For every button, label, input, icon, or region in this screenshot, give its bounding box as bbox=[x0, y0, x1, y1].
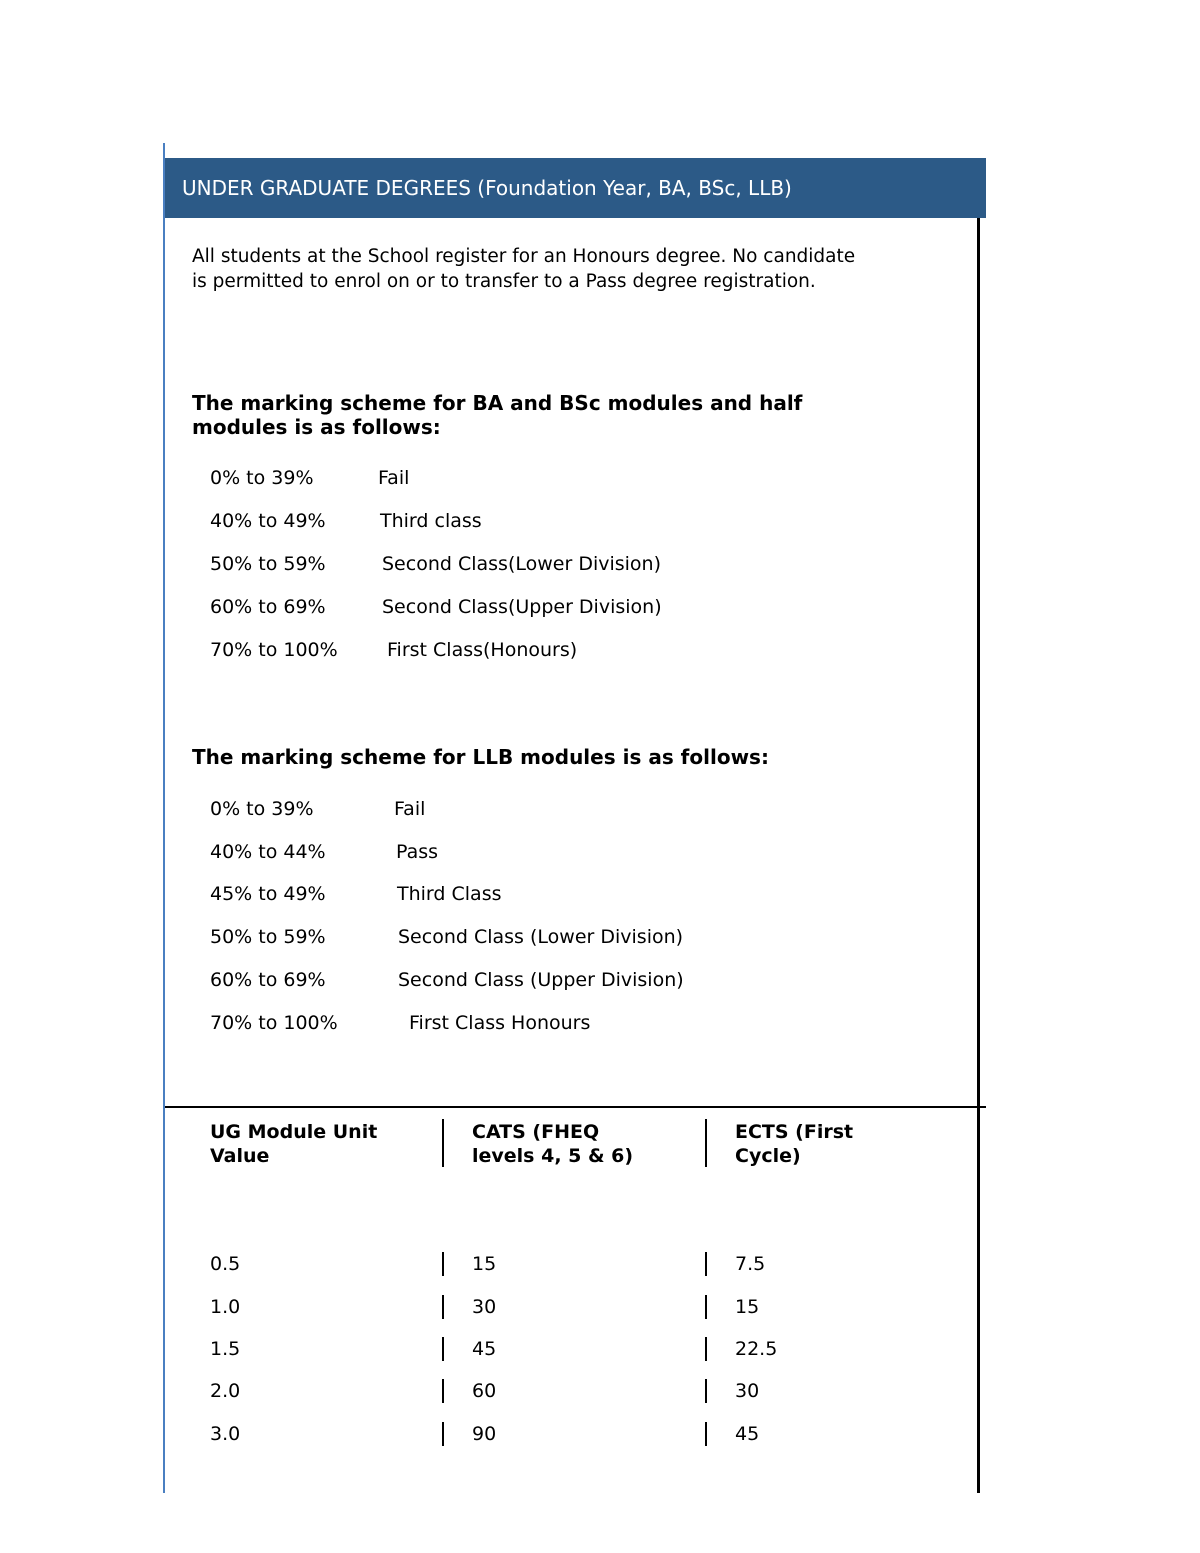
column-divider bbox=[442, 1422, 444, 1446]
mark-range: 50% to 59% bbox=[210, 926, 326, 948]
column-divider bbox=[705, 1252, 707, 1276]
classification: Second Class (Lower Division) bbox=[398, 926, 684, 948]
ects-cell: 30 bbox=[735, 1380, 760, 1402]
mark-range: 40% to 49% bbox=[210, 510, 326, 532]
mark-range: 40% to 44% bbox=[210, 841, 326, 863]
llb-heading: The marking scheme for LLB modules is as follows: bbox=[192, 745, 769, 769]
ects-cell: 7.5 bbox=[735, 1253, 766, 1275]
column-divider bbox=[442, 1295, 444, 1319]
ug-unit-cell: 1.0 bbox=[210, 1296, 241, 1318]
ug-unit-cell: 0.5 bbox=[210, 1253, 241, 1275]
mark-range: 45% to 49% bbox=[210, 883, 326, 905]
ug-unit-cell: 1.5 bbox=[210, 1338, 241, 1360]
mark-range: 0% to 39% bbox=[210, 467, 314, 489]
classification: First Class(Honours) bbox=[387, 639, 578, 661]
ba-bsc-heading: The marking scheme for BA and BSc modules and half modules is as follows: bbox=[192, 391, 803, 439]
column-divider bbox=[705, 1295, 707, 1319]
classification: Second Class(Upper Division) bbox=[382, 596, 662, 618]
table-header-cats: CATS (FHEQ levels 4, 5 & 6) bbox=[472, 1121, 634, 1167]
classification: Pass bbox=[396, 841, 439, 863]
column-divider bbox=[705, 1379, 707, 1403]
column-divider bbox=[705, 1119, 707, 1167]
cats-cell: 45 bbox=[472, 1338, 497, 1360]
classification: First Class Honours bbox=[409, 1012, 591, 1034]
ects-cell: 15 bbox=[735, 1296, 760, 1318]
table-header-ects: ECTS (First Cycle) bbox=[735, 1121, 854, 1167]
ects-cell: 22.5 bbox=[735, 1338, 778, 1360]
cats-cell: 15 bbox=[472, 1253, 497, 1275]
mark-range: 70% to 100% bbox=[210, 1012, 338, 1034]
section-title: UNDER GRADUATE DEGREES (Foundation Year, BA, BSc, LLB) bbox=[182, 176, 792, 200]
table-top-rule bbox=[165, 1106, 986, 1108]
mark-range: 50% to 59% bbox=[210, 553, 326, 575]
ects-cell: 45 bbox=[735, 1423, 760, 1445]
column-divider bbox=[442, 1337, 444, 1361]
page-right-border bbox=[977, 158, 980, 1493]
ug-unit-cell: 3.0 bbox=[210, 1423, 241, 1445]
column-divider bbox=[705, 1337, 707, 1361]
classification: Fail bbox=[394, 798, 426, 820]
column-divider bbox=[705, 1422, 707, 1446]
mark-range: 60% to 69% bbox=[210, 596, 326, 618]
column-divider bbox=[442, 1252, 444, 1276]
intro-paragraph: All students at the School register for an Honours degree. No candidate is permitted to enrol on or to transfer to a Pass degree registration. bbox=[192, 246, 856, 292]
cats-cell: 30 bbox=[472, 1296, 497, 1318]
mark-range: 0% to 39% bbox=[210, 798, 314, 820]
column-divider bbox=[442, 1119, 444, 1167]
mark-range: 60% to 69% bbox=[210, 969, 326, 991]
column-divider bbox=[442, 1379, 444, 1403]
cats-cell: 60 bbox=[472, 1380, 497, 1402]
mark-range: 70% to 100% bbox=[210, 639, 338, 661]
classification: Fail bbox=[378, 467, 410, 489]
classification: Second Class (Upper Division) bbox=[398, 969, 684, 991]
classification: Third class bbox=[380, 510, 482, 532]
classification: Second Class(Lower Division) bbox=[382, 553, 662, 575]
page-left-border bbox=[163, 143, 165, 1493]
table-header-ug-module-unit: UG Module Unit Value bbox=[210, 1121, 378, 1167]
cats-cell: 90 bbox=[472, 1423, 497, 1445]
ug-unit-cell: 2.0 bbox=[210, 1380, 241, 1402]
classification: Third Class bbox=[397, 883, 502, 905]
